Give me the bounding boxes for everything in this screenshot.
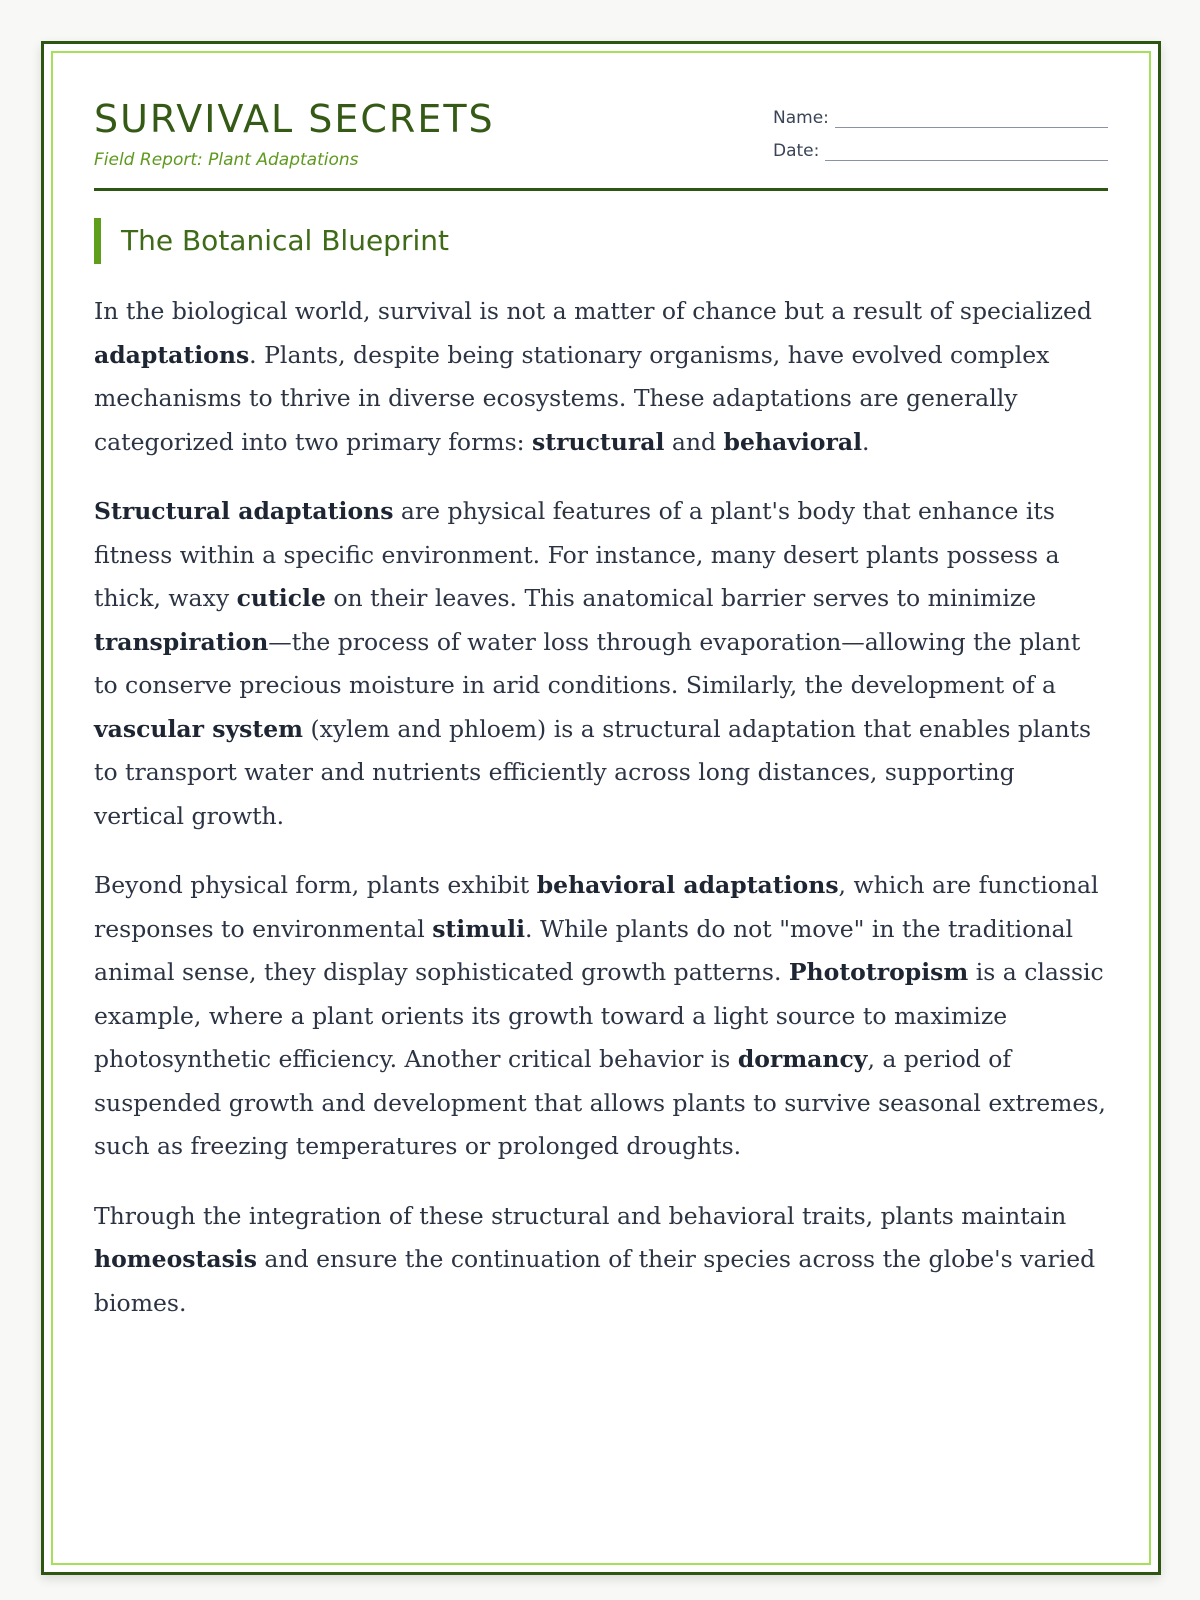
key-term: structural bbox=[532, 427, 665, 456]
date-field[interactable] bbox=[773, 128, 1108, 161]
paragraph bbox=[94, 864, 1108, 1169]
text-run: , a period of suspended growth and development that allows plants to survive seasonal extremes, such as freezing temperatures or prolonged droughts. bbox=[94, 1045, 1106, 1160]
key-term: behavioral bbox=[723, 427, 863, 456]
key-term: cuticle bbox=[236, 584, 326, 612]
student-fields bbox=[773, 95, 1108, 161]
text-run: . While plants do not "move" in the traditional animal sense, they display sophisticated growth patterns. bbox=[94, 914, 1074, 986]
key-term: Phototropism bbox=[788, 958, 969, 986]
text-run: and bbox=[664, 427, 724, 456]
text-run: —the process of water loss through evaporation—allowing the plant to conserve precious moisture in arid conditions. Similarly, the development of a bbox=[94, 627, 1081, 699]
page-subtitle: Field Report: Plant Adaptations bbox=[94, 150, 359, 170]
paragraph bbox=[94, 490, 1108, 838]
article-body bbox=[94, 290, 1108, 1351]
key-term: dormancy bbox=[737, 1045, 868, 1073]
key-term: Structural adaptations bbox=[94, 497, 394, 525]
worksheet-header bbox=[94, 95, 1108, 191]
name-blank-line[interactable] bbox=[835, 109, 1108, 128]
text-run: are physical features of a plant's body that enhance its fitness within a specific environment. For instance, many desert plants possess a thick, waxy bbox=[94, 497, 1060, 612]
name-field[interactable] bbox=[773, 95, 1108, 128]
section-heading: The Botanical Blueprint bbox=[94, 218, 449, 264]
date-blank-line[interactable] bbox=[825, 142, 1108, 161]
key-term: stimuli bbox=[432, 914, 526, 943]
paragraph bbox=[94, 1195, 1108, 1326]
text-run: Through the integration of these structural and behavioral traits, plants maintain bbox=[94, 1201, 1067, 1230]
key-term: transpiration bbox=[94, 627, 269, 656]
text-run: (xylem and phloem) is a structural adaptation that enables plants to transport water and nutrients efficiently across long distances, supporting vertical growth. bbox=[94, 714, 1092, 830]
key-term: homeostasis bbox=[94, 1245, 257, 1273]
text-run: , which are functional responses to environmental bbox=[94, 871, 1099, 943]
text-run: Beyond physical form, plants exhibit bbox=[94, 871, 537, 899]
date-label: Date: bbox=[773, 141, 820, 161]
text-run: on their leaves. This anatomical barrier serves to minimize bbox=[325, 584, 1037, 612]
page-title: SURVIVAL SECRETS bbox=[94, 97, 495, 141]
paragraph bbox=[94, 290, 1108, 464]
text-run: In the biological world, survival is not a matter of chance but a result of specialized bbox=[94, 297, 1092, 325]
text-run: is a classic example, where a plant orients its growth toward a light source to maximize photosynthetic efficiency. Another critical behavior is bbox=[94, 958, 1104, 1073]
key-term: adaptations bbox=[94, 340, 250, 369]
text-run: . Plants, despite being stationary organisms, have evolved complex mechanisms to thrive in diverse ecosystems. These adaptations are generally categorized into two primary forms: bbox=[94, 340, 1050, 456]
text-run: . bbox=[862, 427, 870, 456]
key-term: vascular system bbox=[94, 714, 304, 743]
key-term: behavioral adaptations bbox=[536, 871, 839, 899]
name-label: Name: bbox=[773, 108, 829, 128]
text-run: and ensure the continuation of their species across the globe's varied biomes. bbox=[94, 1245, 1096, 1317]
